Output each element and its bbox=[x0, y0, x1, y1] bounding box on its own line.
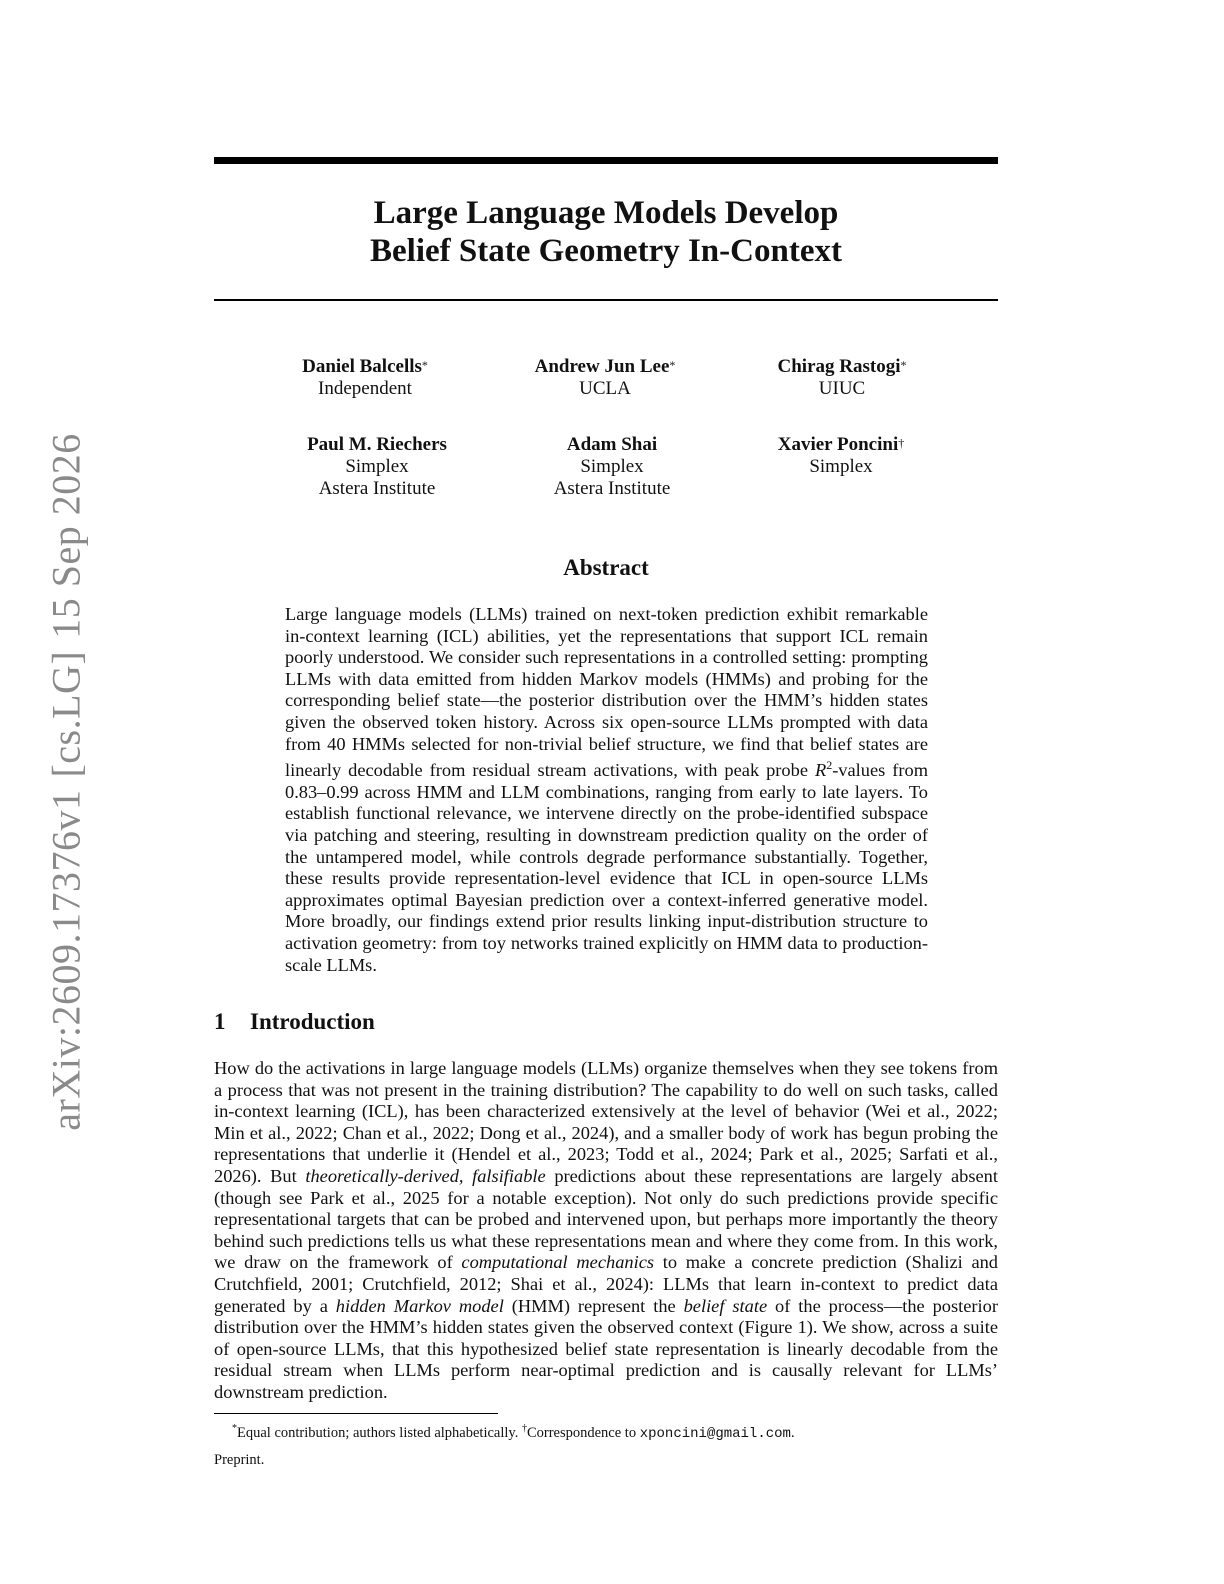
author-mark: * bbox=[669, 358, 676, 372]
author-affiliation: Simplex bbox=[580, 456, 644, 477]
author-mark: * bbox=[900, 358, 907, 372]
section-number: 1 bbox=[214, 1009, 226, 1034]
introduction-paragraph: How do the activations in large language models (LLMs) organize themselves when they see tokens from a process that was not present in the training distribution? The capability to do well on such tasks, called in-context learning (ICL), has been characterized extensively at the level of behavior (Wei et al., 2022; Min et al., 2022; Chan et al., 2022; Dong et al., 2024), and a smaller body of work has begun probing the representations that underlie it (Hendel et al., 2023; Todd et al., 2024; Park et al., 2025; Sarfati et al., 2026). But theoretically-derived, falsifiable predictions about these representations are largely absent (though see Park et al., 2025 for a notable exception). Not only do such predictions provide specific representational targets that can be probed and intervened upon, but perhaps more importantly the theory behind such predictions tells us what these representations mean and where they come from. In this work, we draw on the framework of computational mechanics to make a concrete prediction (Shalizi and Crutchfield, 2001; Crutchfield, 2012; Shai et al., 2024): LLMs that learn in-context to predict data generated by a hidden Markov model (HMM) represent the belief state of the process—the posterior distribution over the HMM’s hidden states given the observed context (Figure 1). We show, across a suite of open-source LLMs, that this hypothesized belief state representation is linearly decodable from the residual stream when LLMs perform near-optimal prediction and is causally relevant for LLMs’ downstream prediction. bbox=[214, 1058, 998, 1402]
author-name: Adam Shai bbox=[566, 434, 658, 455]
r-squared-symbol: R bbox=[814, 760, 827, 781]
author-name: Chirag Rastogi bbox=[777, 356, 901, 377]
author-name: Paul M. Riechers bbox=[307, 434, 447, 455]
footnote: *Equal contribution; authors listed alphabetically. †Correspondence to xponcini@gmail.com. bbox=[232, 1423, 795, 1442]
author-block bbox=[722, 356, 962, 400]
author-affiliation: Simplex bbox=[809, 456, 873, 477]
arxiv-id: arXiv:2609.17376v1 bbox=[43, 789, 89, 1131]
author-block bbox=[257, 434, 497, 500]
author-affiliation: UIUC bbox=[818, 378, 866, 399]
author-mark: * bbox=[421, 358, 428, 372]
author-block bbox=[492, 434, 732, 500]
preprint-label: Preprint. bbox=[214, 1452, 265, 1468]
author-affiliation: Independent bbox=[318, 378, 412, 399]
author-affiliation: Simplex bbox=[345, 456, 409, 477]
author-affiliation: Astera Institute bbox=[318, 478, 436, 499]
title-line-2: Belief State Geometry In-Context bbox=[370, 233, 842, 269]
section-heading-introduction bbox=[214, 1009, 375, 1035]
author-name: Xavier Poncini bbox=[777, 434, 899, 455]
abstract-text: Large language models (LLMs) trained on next-token prediction exhibit remarkable in-context learning (ICL) abilities, yet the representations that support ICL remain poorly understood. We consider such representations in a controlled setting: prompting LLMs with data emitted from hidden Markov models (HMMs) and probing for the corresponding belief state—the posterior distribution over the HMM’s hidden states given the observed token history. Across six open-source LLMs prompted with data from 40 HMMs selected for non-trivial belief structure, we find that belief states are linearly decodable from residual stream activations, with peak probe $R^2$-values from 0.83–0.99 across HMM and LLM combinations, ranging from early to late layers. To establish functional relevance, we intervene directly on the probe-identified subspace via patching and steering, resulting in downstream prediction quality on the order of the untampered model, while controls degrade performance substantially. Together, these results provide representation-level evidence that ICL in open-source LLMs approximates optimal Bayesian prediction over a context-inferred generative model. More broadly, our findings extend prior results linking input-distribution structure to activation geometry: from toy networks trained explicitly on HMM data to production-scale LLMs. bbox=[285, 604, 929, 975]
author-mark: † bbox=[898, 436, 905, 450]
title-top-rule bbox=[214, 157, 998, 164]
author-block bbox=[245, 356, 485, 400]
title-line-1: Large Language Models Develop bbox=[373, 195, 839, 231]
correspondence-email[interactable]: xponcini@gmail.com bbox=[639, 1425, 791, 1442]
arxiv-stamp bbox=[43, 427, 90, 1136]
title-bottom-rule bbox=[214, 299, 998, 301]
author-affiliation: UCLA bbox=[579, 378, 631, 399]
author-name: Daniel Balcells bbox=[302, 356, 422, 377]
author-name: Andrew Jun Lee bbox=[534, 356, 670, 377]
arxiv-category: [cs.LG] bbox=[43, 650, 89, 778]
author-block bbox=[485, 356, 725, 400]
r-squared-exponent: 2 bbox=[826, 758, 833, 773]
section-title: Introduction bbox=[250, 1009, 375, 1034]
footnote-rule bbox=[214, 1413, 498, 1414]
author-block bbox=[721, 434, 961, 478]
author-affiliation: Astera Institute bbox=[553, 478, 671, 499]
paper-title bbox=[214, 194, 998, 270]
arxiv-date: 15 Sep 2026 bbox=[43, 433, 89, 639]
abstract-heading: Abstract bbox=[563, 555, 649, 580]
